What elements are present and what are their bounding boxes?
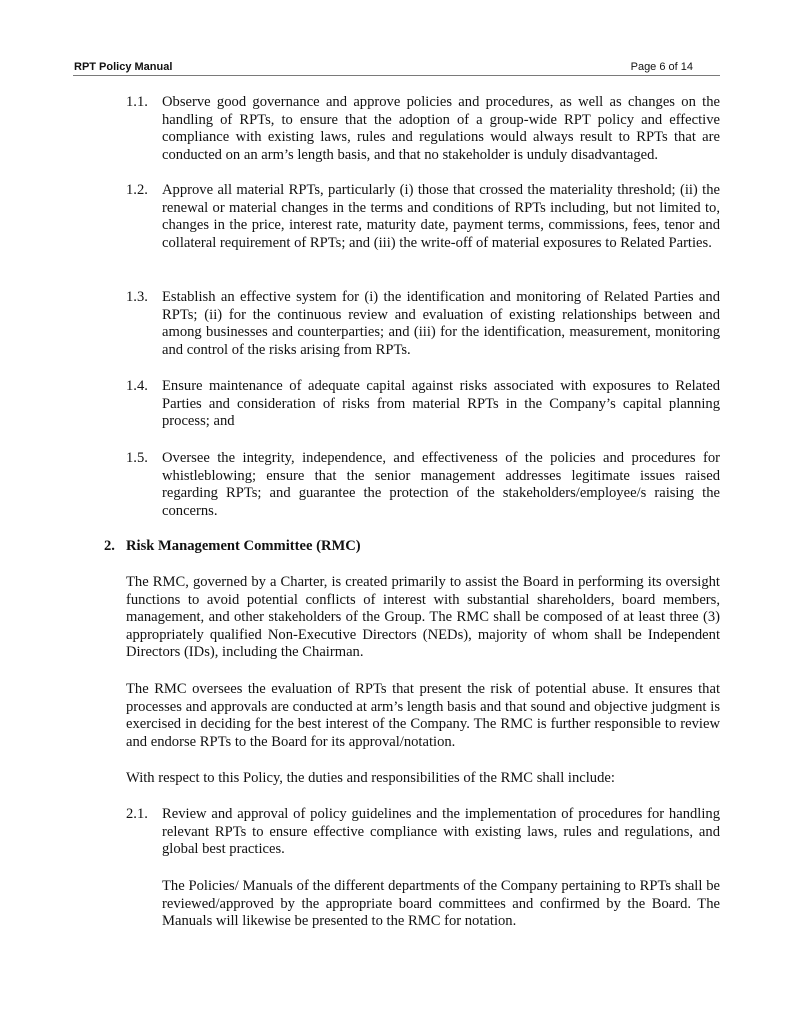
- item-text: Establish an effective system for (i) the identification and monitoring of Related Parties and RPTs; (ii) for the continuous review and evaluation of existing relationships between and among businesses and counterparties; and (iii) for the identification, measurement, monitoring and control of the risks arising from RPTs.: [162, 289, 720, 358]
- list-item-1-1: [126, 94, 720, 164]
- item-text: Oversee the integrity, independence, and effectiveness of the policies and procedures for whistleblowing; ensure that the senior management addresses legitimate issues raised regarding RPTs; and guarantee the protection of the stakeholders/employee/s raising the concerns.: [162, 450, 720, 519]
- item-text: Ensure maintenance of adequate capital against risks associated with exposures to Related Parties and consideration of risks from material RPTs in the Company’s capital planning process; and: [162, 378, 720, 430]
- section-heading-2: [104, 538, 361, 556]
- paragraph-rmc-charter: The RMC, governed by a Charter, is created primarily to assist the Board in performing its oversight functions to avoid potential conflicts of interest with substantial shareholders, board members, management, and other stakeholders of the Group. The RMC shall be composed of at least three (3) appropriately qualified Non-Executive Directors (NEDs), majority of whom shall be Independent Directors (IDs), including the Chairman.: [126, 574, 720, 661]
- item-number: 1.4.: [126, 378, 148, 394]
- list-item-1-4: [126, 378, 720, 431]
- paragraph-manuals: The Policies/ Manuals of the different departments of the Company pertaining to RPTs shall be reviewed/approved by the appropriate board committees and confirmed by the Board. The Manuals will likewise be presented to the RMC for notation.: [162, 878, 720, 930]
- item-text: Observe good governance and approve policies and procedures, as well as changes on the handling of RPTs, to ensure that the adoption of a group-wide RPT policy and effective compliance with existing laws, rules and regulations would always result to RPTs that are conducted on an arm’s length basis, and that no stakeholder is unduly disadvantaged.: [162, 94, 720, 163]
- list-item-2-1: [126, 806, 720, 859]
- section-number: 2.: [104, 538, 115, 554]
- item-number: 1.2.: [126, 182, 148, 198]
- list-item-1-2: [126, 182, 720, 252]
- item-number: 2.1.: [126, 806, 148, 822]
- item-number: 1.3.: [126, 289, 148, 305]
- section-title: Risk Management Committee (RMC): [126, 538, 361, 554]
- item-number: 1.1.: [126, 94, 148, 110]
- item-text: Review and approval of policy guidelines and the implementation of procedures for handling relevant RPTs to ensure effective compliance with existing laws, rules and regulations, and global best practices.: [162, 806, 720, 858]
- list-item-1-5: [126, 450, 720, 520]
- page-header: [73, 60, 720, 76]
- document-title: RPT Policy Manual: [74, 61, 173, 73]
- page-number: Page 6 of 14: [630, 61, 693, 73]
- list-item-1-3: [126, 289, 720, 359]
- paragraph-rmc-duties-intro: With respect to this Policy, the duties and responsibilities of the RMC shall include:: [126, 770, 615, 786]
- item-number: 1.5.: [126, 450, 148, 466]
- paragraph-rmc-oversight: The RMC oversees the evaluation of RPTs that present the risk of potential abuse. It ensures that processes and approvals are conducted at arm’s length basis and that sound and objective judgment is exercised in deciding for the best interest of the Company. The RMC is further responsible to review and endorse RPTs to the Board for its approval/notation.: [126, 681, 720, 750]
- item-text: Approve all material RPTs, particularly (i) those that crossed the materiality threshold; (ii) the renewal or material changes in the terms and conditions of RPTs including, but not limited to, changes in the price, interest rate, maturity date, payment terms, commissions, fees, tenor and collateral requirement of RPTs; and (iii) the write-off of material exposures to Related Parties.: [162, 182, 720, 251]
